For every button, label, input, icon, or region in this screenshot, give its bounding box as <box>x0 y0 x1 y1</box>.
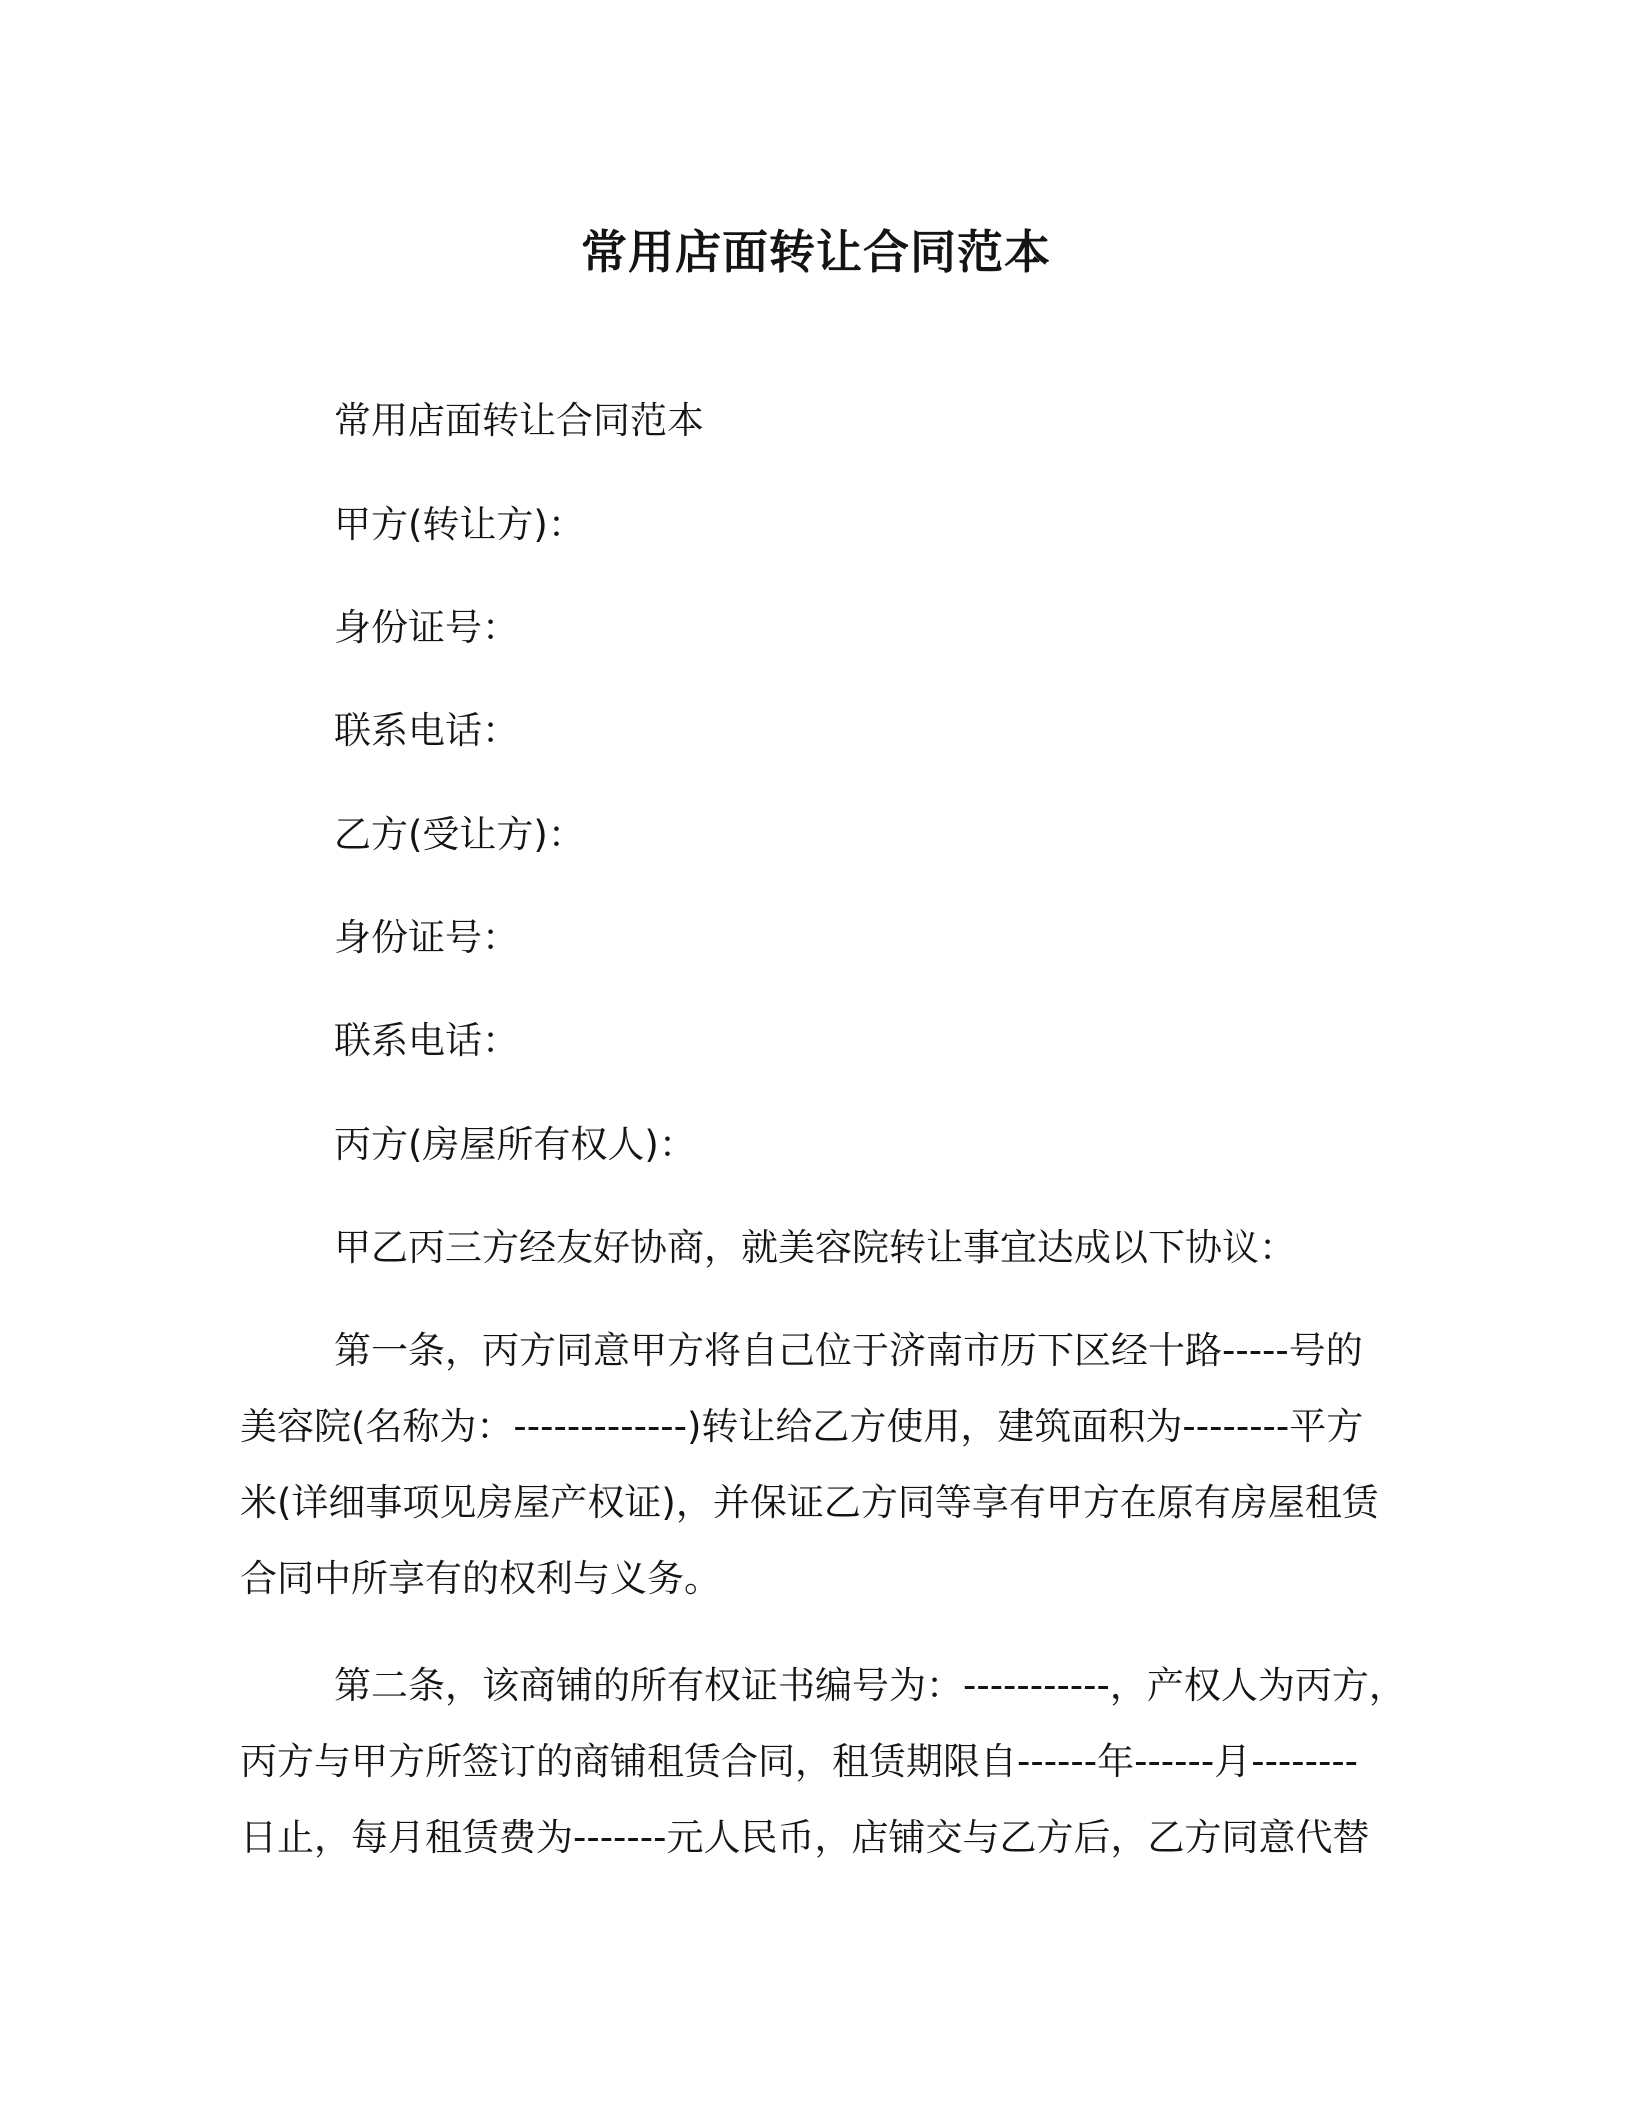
article1-line: 美容院(名称为：-------------)转让给乙方使用，建筑面积为--------平方 <box>240 1405 1364 1448</box>
article1-line: 第一条，丙方同意甲方将自己位于济南市历下区经十路-----号的 <box>334 1329 1363 1372</box>
article2-line: 日止，每月租赁费为-------元人民币，店铺交与乙方后，乙方同意代替 <box>240 1816 1370 1859</box>
document-title: 常用店面转让合同范本 <box>581 225 1051 279</box>
article2-line: 丙方与甲方所签订的商铺租赁合同，租赁期限自------年------月-------- <box>240 1740 1359 1783</box>
article1-line: 米(详细事项见房屋产权证)，并保证乙方同等享有甲方在原有房屋租赁 <box>240 1481 1379 1524</box>
intro-paragraph: 甲乙丙三方经友好协商，就美容院转让事宜达成以下协议： <box>334 1226 1296 1269</box>
article1-line: 合同中所享有的权利与义务。 <box>240 1557 721 1600</box>
subtitle: 常用店面转让合同范本 <box>334 399 704 442</box>
party-a-phone-field: 联系电话： <box>334 709 519 752</box>
article2-line: 第二条，该商铺的所有权证书编号为：-----------，产权人为丙方， <box>334 1664 1406 1707</box>
party-b-phone-field: 联系电话： <box>334 1019 519 1062</box>
party-b-id-field: 身份证号： <box>334 916 519 959</box>
party-a-field: 甲方(转让方)： <box>334 503 585 546</box>
party-b-field: 乙方(受让方)： <box>334 813 585 856</box>
party-c-field: 丙方(房屋所有权人)： <box>334 1123 696 1166</box>
party-a-id-field: 身份证号： <box>334 606 519 649</box>
